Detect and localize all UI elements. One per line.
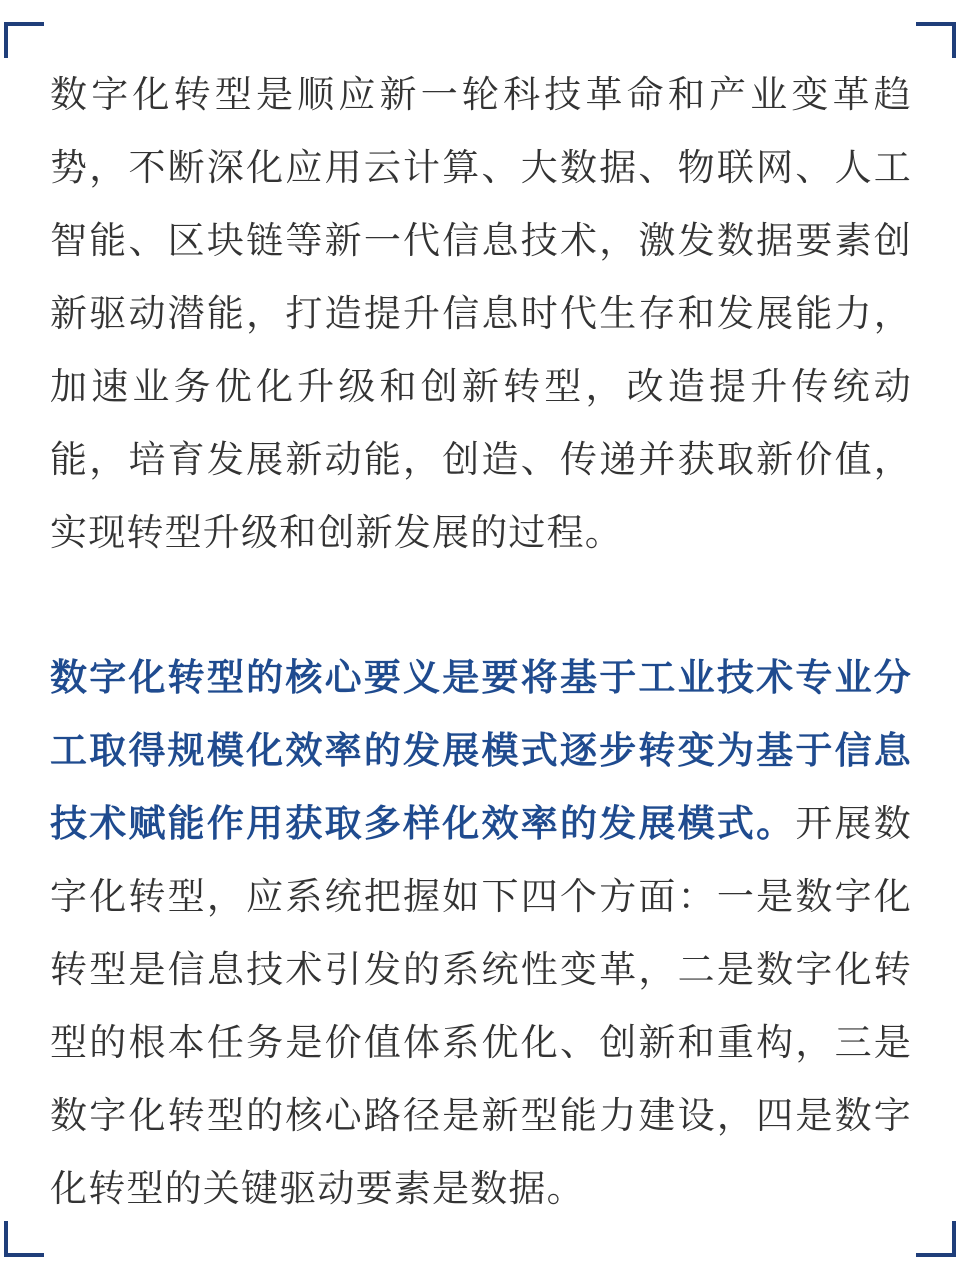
frame-corner-bottom-right [916,1221,956,1257]
core-meaning-detail: 开展数字化转型，应系统把握如下四个方面：一是数字化转型是信息技术引发的系统性变革，二是数字化转型的根本任务是价值体系优化、创新和重构，三是数字化转型的核心路径是新型能力建设，四是数字化转型的关键驱动要素是数据。 [50,802,912,1210]
frame-corner-bottom-left [4,1221,44,1257]
paragraph-core-meaning [50,641,912,1225]
article-body [50,58,912,1225]
frame-corner-top-left [4,22,44,58]
paragraph-definition: 数字化转型是顺应新一轮科技革命和产业变革趋势，不断深化应用云计算、大数据、物联网、人工智能、区块链等新一代信息技术，激发数据要素创新驱动潜能，打造提升信息时代生存和发展能力，加速业务优化升级和创新转型，改造提升传统动能，培育发展新动能，创造、传递并获取新价值，实现转型升级和创新发展的过程。 [50,73,912,554]
core-meaning-highlight: 数字化转型的核心要义是要将基于工业技术专业分工取得规模化效率的发展模式逐步转变为基于信息技术赋能作用获取多样化效率的发展模式。 [50,656,912,845]
frame-corner-top-right [916,22,956,58]
